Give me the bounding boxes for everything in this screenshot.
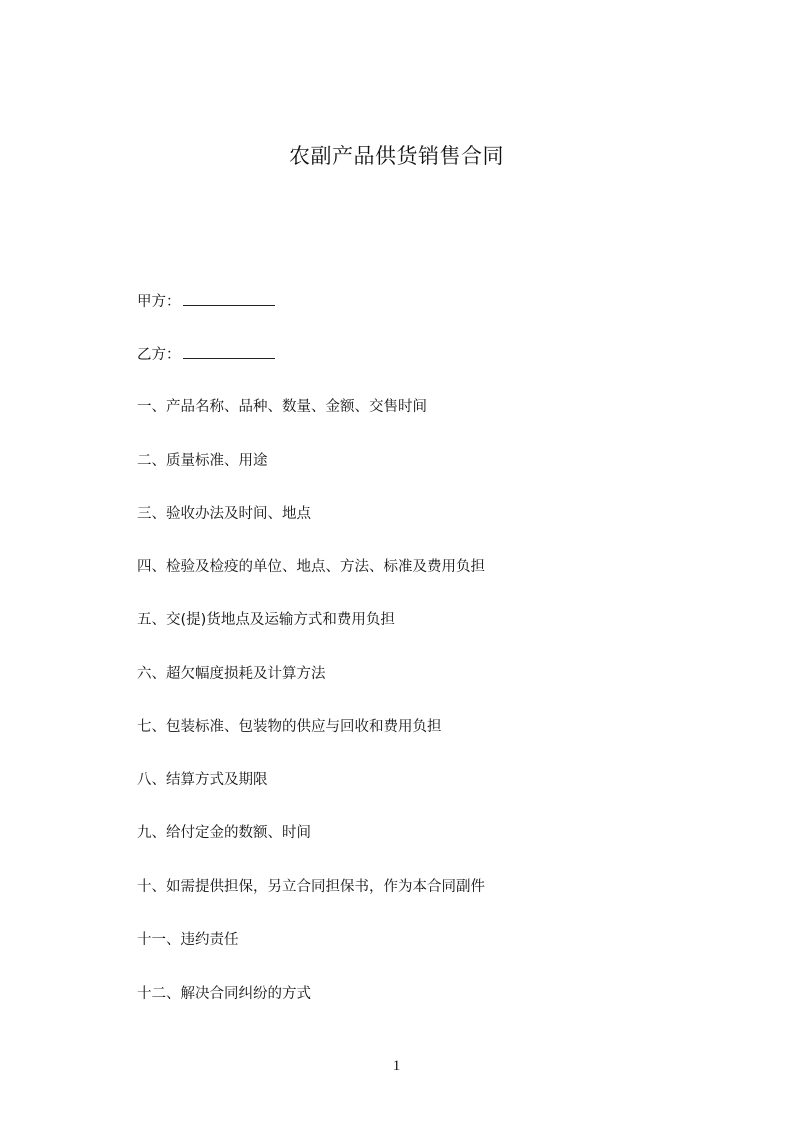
clause-1: 一、产品名称、品种、数量、金额、交售时间: [137, 399, 427, 415]
clause-7: 七、包装标准、包装物的供应与回收和费用负担: [137, 719, 442, 735]
page-number: 1: [392, 1058, 401, 1074]
party-b-label: 乙方：: [137, 347, 181, 363]
party-a-label: 甲方：: [137, 294, 181, 310]
clause-8: 八、结算方式及期限: [137, 772, 268, 788]
document-title: 农副产品供货销售合同: [289, 144, 504, 168]
party-a-blank-field: [183, 291, 275, 306]
party-b-blank-field: [183, 344, 275, 359]
party-a-line: [137, 291, 275, 312]
clause-4: 四、检验及检疫的单位、地点、方法、标准及费用负担: [137, 559, 485, 575]
clause-2: 二、质量标准、用途: [137, 453, 268, 469]
clause-3: 三、验收办法及时间、地点: [137, 506, 311, 522]
clause-9: 九、给付定金的数额、时间: [137, 825, 311, 841]
clause-11: 十一、违约责任: [137, 932, 239, 948]
clause-6: 六、超欠幅度损耗及计算方法: [137, 666, 326, 682]
clause-10: 十、如需提供担保，另立合同担保书，作为本合同副件: [137, 879, 485, 895]
party-b-line: [137, 344, 275, 365]
clause-5: 五、交(提)货地点及运输方式和费用负担: [137, 612, 395, 628]
clause-12: 十二、解决合同纠纷的方式: [137, 986, 311, 1002]
